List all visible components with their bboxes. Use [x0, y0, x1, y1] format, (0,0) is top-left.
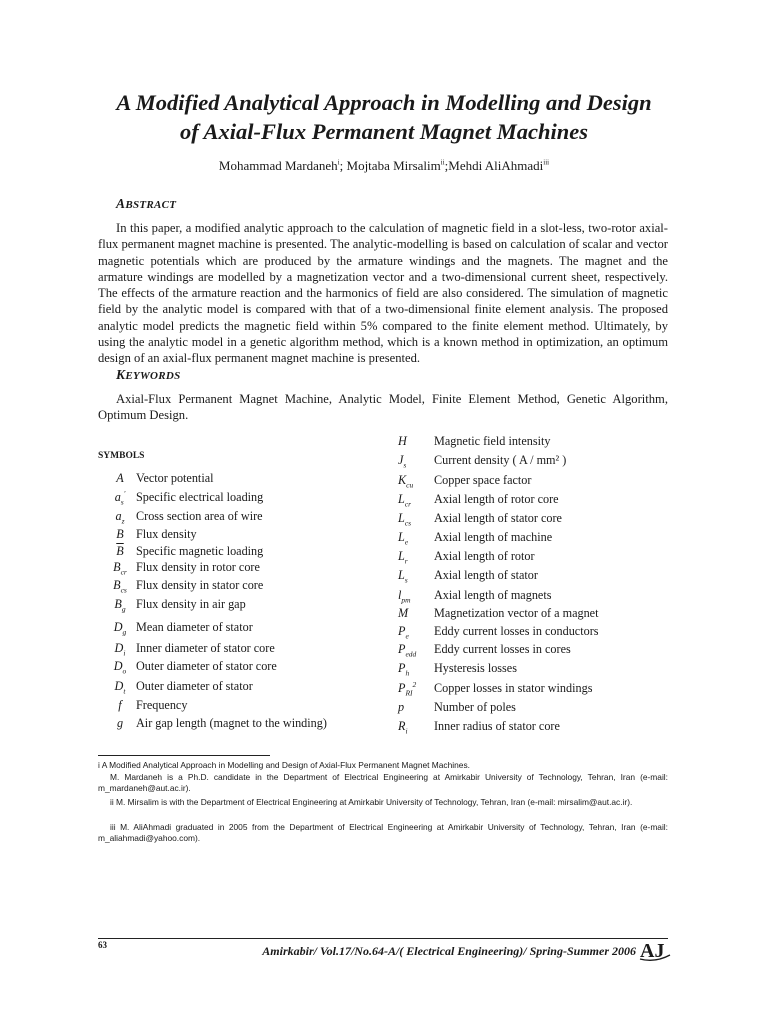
- symbol-description: Flux density in air gap: [136, 597, 246, 611]
- symbol-entry: [398, 642, 571, 658]
- symbol-entry: [110, 620, 253, 636]
- footnote-rule: [98, 755, 270, 756]
- symbol-glyph: $B_{cs}$: [113, 578, 127, 595]
- footnote-4: iii M. AliAhmadi graduated in 2005 from the Department of Electrical Engineering at Amirkabir University of Technology, Tehran, Iran (e-mail: m_aliahmadi@yahoo.com).: [98, 822, 668, 844]
- symbol-entry: [398, 492, 559, 508]
- footnote-2: M. Mardaneh is a Ph.D. candidate in the Department of Electrical Engineering at Amirkabir University of Technology, Tehran, Iran (e-mail: m_mardaneh@aut.ac.ir).: [98, 772, 668, 794]
- symbol-description: Eddy current losses in conductors: [434, 624, 599, 638]
- symbol-description: Number of poles: [434, 700, 516, 714]
- journal-logo-icon: [638, 937, 672, 965]
- symbol-entry: [110, 489, 263, 507]
- symbol-entry: [110, 679, 253, 695]
- symbol-entry: [398, 588, 551, 604]
- symbol-entry: [398, 624, 599, 640]
- abstract-heading: [116, 196, 176, 212]
- symbol-entry: [110, 659, 277, 675]
- symbol-description: Inner radius of stator core: [434, 719, 560, 733]
- symbols-heading: SYMBOLS: [98, 451, 145, 461]
- footnote-3: ii M. Mirsalim is with the Department of Electrical Engineering at Amirkabir University of Technology, Tehran, Iran (e-mail: mirsalim@aut.ac.ir).: [110, 797, 633, 807]
- title-line-1: A Modified Analytical Approach in Modelling and Design: [116, 90, 652, 115]
- symbol-glyph: p: [398, 700, 405, 714]
- symbol-glyph: $P_{edd}$: [398, 642, 417, 659]
- symbol-description: Axial length of stator core: [434, 511, 562, 525]
- symbol-glyph: M: [398, 606, 409, 620]
- heading-initial: K: [116, 367, 126, 382]
- symbol-description: Specific electrical loading: [136, 490, 264, 505]
- symbol-glyph: $L_{cr}$: [398, 492, 412, 509]
- symbol-entry: [398, 453, 566, 469]
- symbol-description: Axial length of machine: [434, 530, 553, 544]
- symbol-glyph: f: [118, 698, 122, 712]
- symbol-entry: [110, 471, 214, 486]
- symbol-entry: [110, 597, 246, 613]
- symbol-glyph: $B_{cr}$: [113, 560, 127, 577]
- symbol-glyph: $l_{pm}$: [398, 588, 411, 605]
- symbol-glyph: A: [116, 471, 124, 485]
- symbol-glyph: $a_z$: [115, 509, 125, 526]
- symbol-entry: [110, 509, 263, 525]
- symbol-description: Cross section area of wire: [136, 509, 263, 523]
- symbol-entry: [398, 661, 517, 677]
- symbol-description: Outer diameter of stator: [136, 679, 253, 693]
- symbol-glyph: $L_r$: [398, 549, 408, 566]
- symbol-description: Mean diameter of stator: [136, 620, 253, 634]
- symbol-description: Eddy current losses in cores: [434, 642, 571, 656]
- symbol-entry: [110, 641, 275, 657]
- symbol-description: Magnetization vector of a magnet: [434, 606, 599, 620]
- symbol-glyph: g: [116, 716, 124, 730]
- symbol-description: Current density ( A / mm² ): [434, 453, 567, 467]
- symbol-entry: [398, 719, 560, 735]
- symbol-description: Inner diameter of stator core: [136, 641, 275, 655]
- symbol-glyph: H: [398, 434, 407, 448]
- symbol-entry: [398, 511, 562, 527]
- symbol-glyph: $P_h$: [398, 661, 410, 678]
- footnote-1: i A Modified Analytical Approach in Modelling and Design of Axial-Flux Permanent Magnet Machines.: [98, 760, 470, 770]
- author-name: Mehdi AliAhmadi: [448, 158, 544, 173]
- footer-rule: [98, 938, 668, 939]
- symbol-glyph: $L_e$: [398, 530, 409, 547]
- symbol-entry: [110, 578, 263, 594]
- symbol-description: Air gap length (magnet to the winding): [136, 716, 327, 730]
- symbol-entry: [398, 700, 516, 715]
- symbol-description: Outer diameter of stator core: [136, 659, 277, 673]
- symbol-glyph: $P_e$: [398, 624, 409, 641]
- symbol-entry: [110, 560, 260, 576]
- symbol-description: Axial length of magnets: [434, 588, 552, 602]
- symbol-description: Flux density in stator core: [136, 578, 264, 592]
- author-separator: ;: [339, 158, 347, 173]
- symbol-description: Copper losses in stator windings: [434, 681, 593, 696]
- symbol-entry: [110, 716, 327, 731]
- symbol-glyph: $D_g$: [113, 620, 127, 637]
- symbol-glyph: $B_g$: [114, 597, 126, 614]
- paper-title: [60, 88, 708, 146]
- symbol-glyph: $D_o$: [113, 659, 127, 676]
- symbol-description: Vector potential: [136, 471, 214, 485]
- symbol-glyph: $D_t$: [114, 679, 126, 696]
- heading-rest: BSTRACT: [125, 199, 177, 211]
- symbol-description: Hysteresis losses: [434, 661, 517, 675]
- symbol-description: Axial length of rotor core: [434, 492, 559, 506]
- symbol-glyph: B: [116, 527, 124, 541]
- page-number: 63: [98, 940, 107, 950]
- symbol-description: Flux density in rotor core: [136, 560, 260, 574]
- symbol-glyph: $J_s$: [398, 453, 407, 470]
- author-separator: ;: [444, 158, 449, 173]
- symbol-entry: [398, 549, 535, 565]
- keywords-text: Axial-Flux Permanent Magnet Machine, Analytic Model, Finite Element Method, Genetic Algorithm, Optimum Design.: [98, 392, 668, 423]
- symbol-glyph: $D_i$: [114, 641, 126, 658]
- symbol-entry: [398, 606, 598, 621]
- title-line-2: of Axial-Flux Permanent Magnet Machines: [180, 119, 588, 144]
- abstract-text: In this paper, a modified analytic approach to the calculation of magnetic field in a slot-less, two-rotor axial-flux permanent magnet machine is presented. The analytic-modelling is based on calculation of scalar and vector magnetic potentials which are produced by the armature windings and the magnets. The magnet and the armature windings are modelled by a magnetization vector and a two-dimensional current sheet, respectively. The effects of the armature reaction and the harmonics of field are also considered. The simulation of magnetic field by the analytic model is compared with that of a two-dimensional finite element analysis. The proposed analytic model predicts the magnetic field within 5% compared to the finite element method. Ultimately, by using the analytic model in a genetic algorithm method, which is a known method in optimization, an optimum design of an axial-flux permanent magnet machine is presented.: [98, 221, 668, 366]
- svg-text:AJ: AJ: [640, 940, 665, 962]
- symbol-entry: [398, 434, 550, 449]
- symbol-glyph: $K_{cu}$: [398, 473, 414, 490]
- symbol-glyph: $L_s$: [398, 568, 408, 585]
- heading-initial: A: [116, 196, 126, 211]
- symbol-entry: [398, 568, 538, 584]
- author-name: Mohammad Mardaneh: [218, 158, 338, 173]
- author-footnote-mark: ii: [440, 158, 445, 167]
- journal-citation: Amirkabir/ Vol.17/No.64-A/( Electrical Engineering)/ Spring-Summer 2006: [262, 944, 636, 958]
- symbol-entry: [398, 680, 592, 698]
- symbol-glyph: $a_s'$: [114, 489, 126, 507]
- symbol-glyph: $L_{cs}$: [398, 511, 412, 528]
- symbol-description: Copper space factor: [434, 473, 532, 487]
- symbol-description: Flux density: [136, 527, 197, 541]
- symbol-entry: [110, 544, 263, 559]
- symbol-description: Axial length of rotor: [434, 549, 535, 563]
- keywords-heading: [116, 367, 181, 383]
- symbol-entry: [398, 530, 552, 546]
- symbol-entry: [110, 527, 197, 542]
- author-name: Mojtaba Mirsalim: [346, 158, 441, 173]
- heading-rest: EYWORDS: [125, 370, 181, 382]
- symbol-description: Axial length of stator: [434, 568, 538, 582]
- author-list: [60, 158, 708, 174]
- symbol-description: Specific magnetic loading: [136, 544, 264, 558]
- symbol-glyph: $\overline{B}$: [116, 544, 124, 558]
- author-footnote-mark: iii: [543, 158, 550, 167]
- symbol-glyph: $R_i$: [398, 719, 408, 736]
- symbol-entry: [110, 698, 187, 713]
- symbol-description: Magnetic field intensity: [434, 434, 551, 448]
- symbol-entry: [398, 473, 531, 489]
- symbol-description: Frequency: [136, 698, 188, 712]
- author-footnote-mark: i: [337, 158, 340, 167]
- symbol-glyph: $P_{RI}^2$: [398, 680, 417, 698]
- journal-logo: [638, 937, 672, 970]
